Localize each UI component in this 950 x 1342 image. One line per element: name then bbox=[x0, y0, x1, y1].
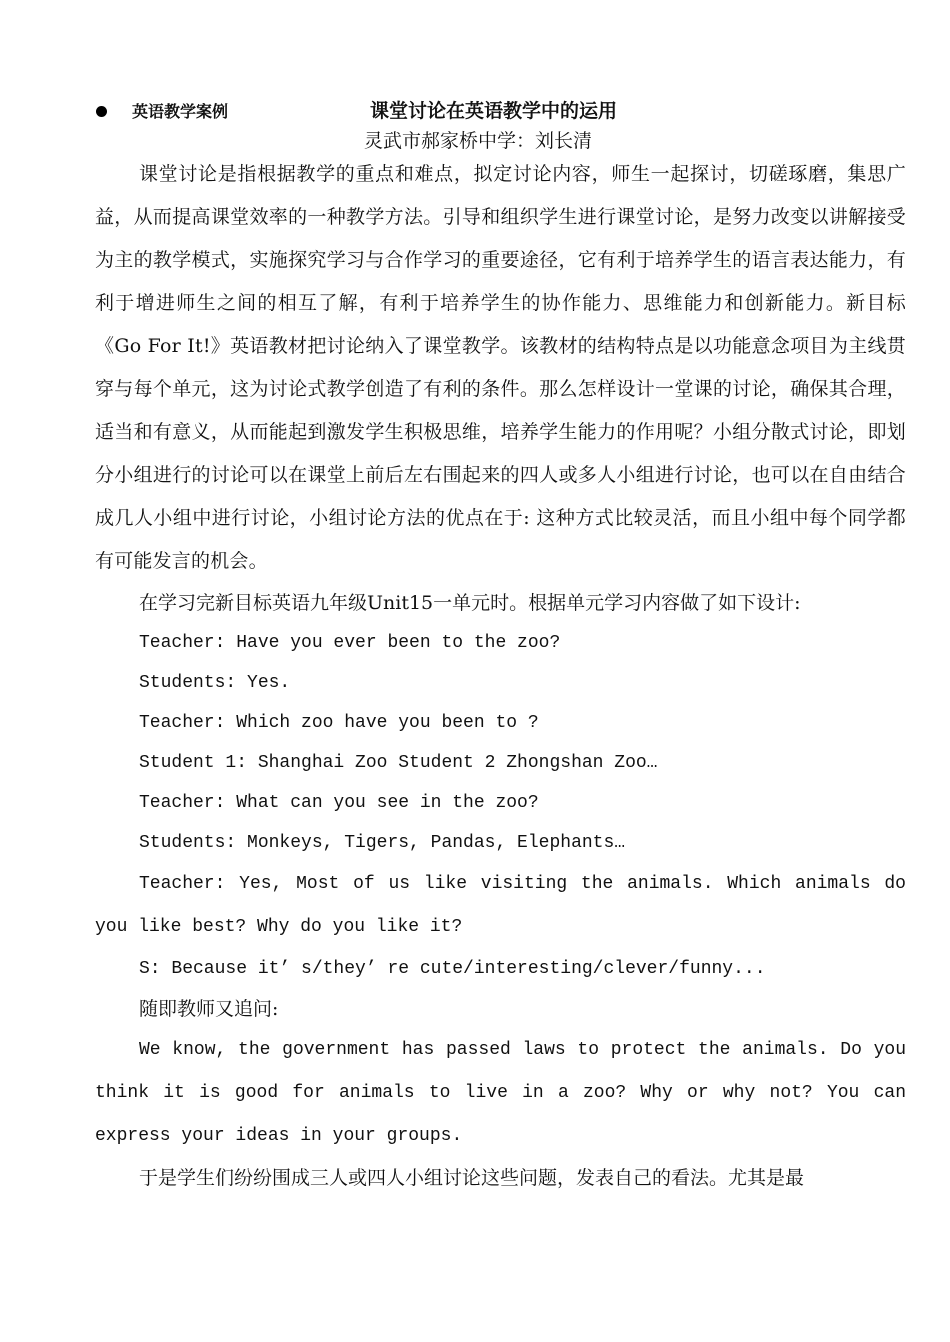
dialogue-line: Teacher: Have you ever been to the zoo? bbox=[139, 633, 561, 653]
author-line: 灵武市郝家桥中学：刘长清 bbox=[364, 130, 593, 152]
teacher-best-paragraph: Teacher: Yes, Most of us like visiting the animals. Which animals do you like best? Why do you like it? bbox=[95, 874, 906, 937]
design-intro-paragraph: 在学习完新目标英语九年级Unit15一单元时。根据单元学习内容做了如下设计: bbox=[139, 592, 801, 614]
student-because-line: S: Because it’ s/they’ re cute/interesting/clever/funny... bbox=[139, 959, 766, 979]
dialogue-line: Teacher: Which zoo have you been to ? bbox=[139, 713, 539, 733]
follow-up-line: 随即教师又追问: bbox=[139, 998, 279, 1020]
dialogue-line: Students: Monkeys, Tigers, Pandas, Elephants… bbox=[139, 833, 626, 853]
document-title: 课堂讨论在英语教学中的运用 bbox=[370, 100, 618, 122]
document-header bbox=[94, 100, 906, 126]
dialogue-line: Students: Yes. bbox=[139, 673, 291, 693]
dialogue-line: Student 1: Shanghai Zoo Student 2 Zhongshan Zoo… bbox=[139, 753, 658, 773]
question-paragraph: We know, the government has passed laws to protect the animals. Do you think it is good for animals to live in a zoo? Why or why not? You can express your ideas in your groups. bbox=[95, 1040, 906, 1146]
intro-paragraph: 课堂讨论是指根据教学的重点和难点，拟定讨论内容，师生一起探讨，切磋琢磨，集思广益，从而提高课堂效率的一种教学方法。引导和组织学生进行课堂讨论，是努力改变以讲解接受为主的教学模式，实施探究学习与合作学习的重要途径，它有利于培养学生的语言表达能力，有利于增进师生之间的相互了解，有利于培养学生的协作能力、思维能力和创新能力。新目标《Go For It!》英语教材把讨论纳入了课堂教学。该教材的结构特点是以功能意念项目为主线贯穿与每个单元，这为讨论式教学创造了有利的条件。那么怎样设计一堂课的讨论，确保其合理，适当和有意义，从而能起到激发学生积极思维，培养学生能力的作用呢？小组分散式讨论，即划分小组进行的讨论可以在课堂上前后左右围起来的四人或多人小组进行讨论，也可以在自由结合成几人小组中进行讨论，小组讨论方法的优点在于: 这种方式比较灵活，而且小组中每个同学都有可能发言的机会。 bbox=[95, 163, 906, 572]
document-body bbox=[95, 153, 906, 1198]
category-label: 英语教学案例 bbox=[132, 102, 229, 121]
dialogue-line: Teacher: What can you see in the zoo? bbox=[139, 793, 539, 813]
closing-paragraph: 于是学生们纷纷围成三人或四人小组讨论这些问题，发表自己的看法。尤其是最 bbox=[139, 1167, 805, 1189]
bullet-icon bbox=[96, 106, 107, 117]
